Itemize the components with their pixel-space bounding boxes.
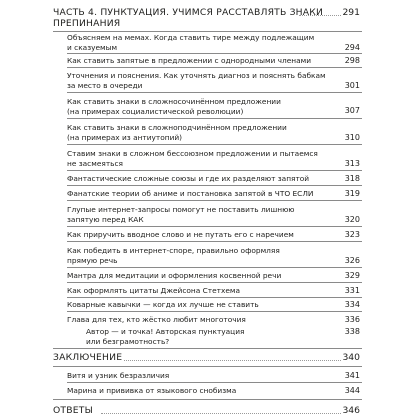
conclusion-entry-1: Витя и узник безразличия xyxy=(67,371,170,380)
answers-title: ОТВЕТЫ xyxy=(53,405,93,416)
toc-entry-16-line-2: или безграмотность? xyxy=(86,337,170,346)
toc-entry-9-line-1: Глупые интернет-запросы помогут не поставить лишнюю xyxy=(67,205,295,214)
toc-entry-3-line-1: Уточнения и пояснения. Как уточнять диагноз и пояснять бабкам xyxy=(67,71,326,80)
toc-entry-11-line-1: Как победить в интернет-споре, правильно оформляя xyxy=(67,246,280,255)
toc-entry-8-line-1: Фанатские теории об аниме и постановка запятой в ЧТО ЕСЛИ xyxy=(67,189,314,198)
leader-dots xyxy=(124,360,341,361)
separator xyxy=(67,53,362,54)
separator xyxy=(53,348,362,349)
separator xyxy=(67,311,362,312)
toc-entry-11-page: 326 xyxy=(344,256,360,265)
separator xyxy=(67,118,362,119)
conclusion-entry-2: Марина и прививка от языкового снобизма xyxy=(67,386,237,395)
toc-entry-6-line-1: Ставим знаки в сложном бессоюзном предложении и пытаемся xyxy=(67,149,318,158)
separator xyxy=(67,226,362,227)
toc-entry-16-page: 338 xyxy=(344,327,360,336)
toc-entry-5-line-1: Как ставить знаки в сложноподчинённом предложении xyxy=(67,123,287,132)
toc-entry-12-line-1: Мантра для медитации и оформления косвенной речи xyxy=(67,271,282,280)
toc-entry-4-page: 307 xyxy=(344,106,360,115)
toc-entry-2-page: 298 xyxy=(344,56,360,65)
separator xyxy=(67,297,362,298)
separator xyxy=(53,31,362,32)
toc-entry-5-page: 310 xyxy=(344,133,360,142)
toc-entry-10-page: 323 xyxy=(344,230,360,239)
toc-entry-16-line-1: Автор — и точка! Авторская пунктуация xyxy=(86,327,245,336)
toc-entry-12-page: 329 xyxy=(344,271,360,280)
toc-entry-6-line-2: не засмеяться xyxy=(67,159,123,168)
toc-entry-7-page: 318 xyxy=(344,174,360,183)
toc-entry-13-line-1: Как оформлять цитаты Джейсона Стетхема xyxy=(67,286,240,295)
toc-entry-15-line-1: Глава для тех, кто жёстко любит многоточия xyxy=(67,315,246,324)
part-title-line-2: ПРЕПИНАНИЯ xyxy=(53,18,121,29)
toc-entry-11-line-2: прямую речь xyxy=(67,256,118,265)
toc-entry-4-line-2: (на примерах социалистической революции) xyxy=(67,107,244,116)
separator xyxy=(67,170,362,171)
toc-entry-14-line-1: Коварные кавычки — когда их лучше не ставить xyxy=(67,300,259,309)
separator xyxy=(67,67,362,68)
separator xyxy=(67,185,362,186)
separator xyxy=(67,200,362,201)
toc-entry-9-line-2: запятую перед КАК xyxy=(67,215,144,224)
toc-entry-6-page: 313 xyxy=(344,159,360,168)
toc-entry-3-line-2: за место в очереди xyxy=(67,81,143,90)
part-title-line-1: ЧАСТЬ 4. ПУНКТУАЦИЯ. УЧИМСЯ РАССТАВЛЯТЬ ЗНАКИ xyxy=(53,7,324,18)
toc-entry-9-page: 320 xyxy=(344,215,360,224)
toc-entry-3-page: 301 xyxy=(344,81,360,90)
leader-dots xyxy=(101,413,341,414)
toc-entry-1-line-2: и сказуемым xyxy=(67,43,118,52)
toc-entry-2-line-1: Как ставить запятые в предложении с однородными членами xyxy=(67,56,312,65)
conclusion-entry-1-page: 341 xyxy=(344,371,360,380)
separator xyxy=(67,282,362,283)
toc-entry-8-page: 319 xyxy=(344,189,360,198)
toc-entry-7-line-1: Фантастические сложные союзы и где их разделяют запятой xyxy=(67,174,310,183)
separator xyxy=(53,366,362,367)
separator xyxy=(53,399,362,400)
part-page-number: 291 xyxy=(342,7,360,18)
toc-entry-1-line-1: Объясняем на мемах. Когда ставить тире между подлежащим xyxy=(67,33,315,42)
separator xyxy=(67,92,362,93)
separator xyxy=(67,241,362,242)
conclusion-entry-2-page: 344 xyxy=(344,386,360,395)
conclusion-title: ЗАКЛЮЧЕНИЕ xyxy=(53,352,123,363)
conclusion-page-number: 340 xyxy=(342,352,360,363)
leader-dots xyxy=(299,15,341,16)
toc-entry-13-page: 331 xyxy=(344,286,360,295)
toc-entry-14-page: 334 xyxy=(344,300,360,309)
separator xyxy=(67,267,362,268)
toc-entry-1-page: 294 xyxy=(344,43,360,52)
toc-entry-15-page: 336 xyxy=(344,315,360,324)
separator xyxy=(67,382,362,383)
toc-entry-10-line-1: Как приручить вводное слово и не путать его с наречием xyxy=(67,230,294,239)
toc-entry-4-line-1: Как ставить знаки в сложносочинённом предложении xyxy=(67,97,281,106)
toc-entry-5-line-2: (на примерах из антиутопий) xyxy=(67,133,183,142)
separator xyxy=(67,144,362,145)
answers-page-number: 346 xyxy=(342,405,360,416)
